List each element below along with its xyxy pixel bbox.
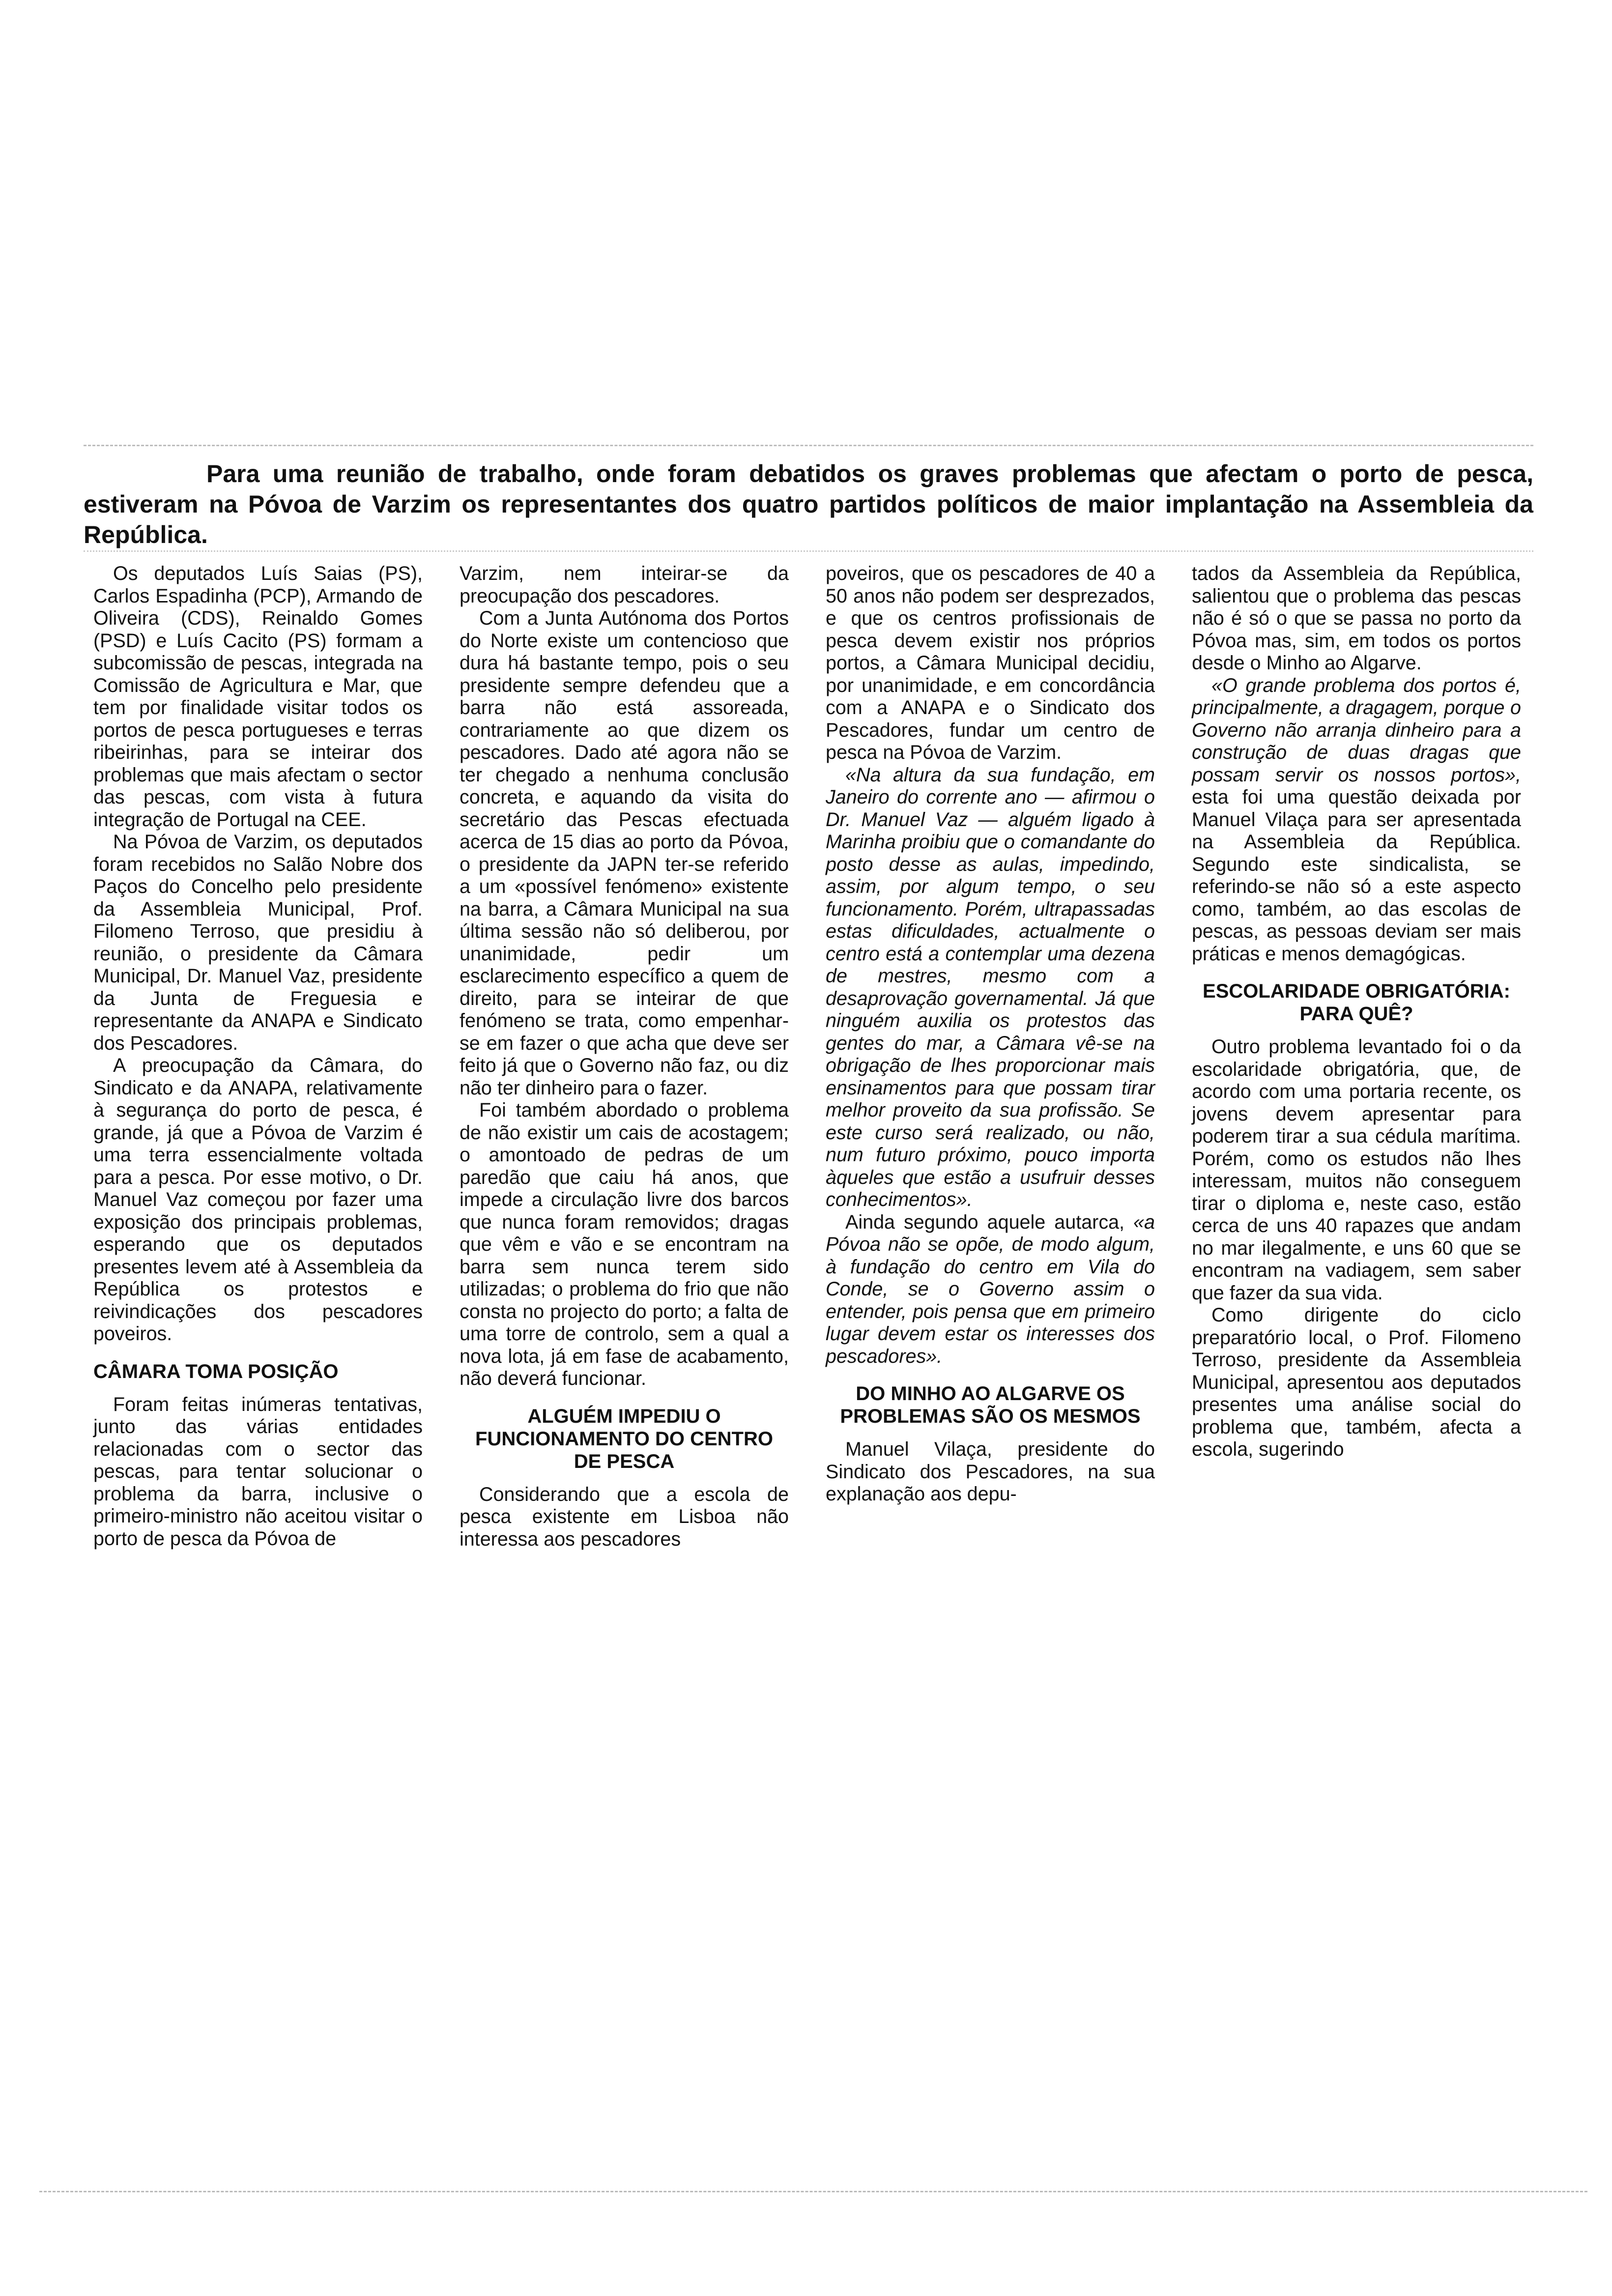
paragraph: A preocupação da Câmara, do Sindicato e da ANAPA, relativamente à segurança do porto de pesca, é grande, já que a Póvoa de Varzim é uma terra essencialmente voltada para a pesca. Por esse motivo, o Dr. Manuel Vaz começou por fazer uma exposição dos principais problemas, esperando que os deputados presentes levem até à Assembleia da República os protestos e reivindicações dos pescadores poveiros. — [93, 1055, 423, 1345]
column-3 — [826, 563, 1155, 1505]
paragraph — [1192, 675, 1521, 966]
paragraph: Foram feitas inúmeras tentativas, junto das várias entidades relacionadas com o sector das pescas, para tentar solucionar o problema da barra, inclusive o primeiro-ministro não aceitou visitar o porto de pesca da Póvoa de — [93, 1393, 423, 1550]
paragraph: Manuel Vilaça, presidente do Sindicato dos Pescadores, na sua explanação aos depu- — [826, 1438, 1155, 1505]
paragraph: Outro problema levantado foi o da escolaridade obrigatória, que, de acordo com uma portaria recente, os jovens devem apresentar para poderem tirar a sua cédula marítima. Porém, como os estudos não lhes interessam, muitos não conseguem tirar o diploma e, neste caso, estão cerca de uns 40 rapazes que andam no mar ilegalmente, e uns 60 que se encontram na vadiagem, sem saber que fazer da sua vida. — [1192, 1036, 1521, 1304]
text: esta foi uma questão deixada por Manuel Vilaça para ser apresentada na Assembleia da República. Segundo este sindicalista, se referindo-se não só a este aspecto como, também, ao das escolas de pescas, as pessoas deviam ser mais práticas e menos demagógicas. — [1192, 786, 1521, 965]
text: Ainda segundo aquele autarca, — [845, 1211, 1125, 1233]
subheading-camara: CÂMARA TOMA POSIÇÃO — [93, 1360, 339, 1382]
paragraph: Varzim, nem inteirar-se da preocupação dos pescadores. — [460, 563, 789, 607]
quote: «a Póvoa não se opõe, de modo algum, à fundação do centro em Vila do Conde, se o Governo assim o entender, pois pensa que em primeiro lugar devem estar os interesses dos pescadores». — [826, 1211, 1155, 1367]
paragraph: tados da Assembleia da República, salientou que o problema das pescas não é só o que se passa no porto da Póvoa mas, sim, em todos os portos desde o Minho ao Algarve. — [1192, 563, 1521, 674]
column-1 — [93, 563, 423, 1550]
article-lead: Para uma reunião de trabalho, onde foram debatidos os graves problemas que afectam o porto de pesca, estiveram na Póvoa de Varzim os representantes dos quatro partidos políticos de maior implantação na Assembleia da República. — [84, 460, 1533, 548]
scan-noise-top — [84, 445, 1533, 454]
paragraph: Os deputados Luís Saias (PS), Carlos Espadinha (PCP), Armando de Oliveira (CDS), Reinaldo Gomes (PSD) e Luís Cacito (PS) formam a subcomissão de pescas, integrada na Comissão de Agricultura e Mar, que tem por finalidade visitar todos os portos de pesca portugueses e terras ribeirinhas, para se inteirar dos problemas que mais afectam o sector das pescas, com vista à futura integração de Portugal na CEE. — [93, 563, 423, 831]
paragraph: Com a Junta Autónoma dos Portos do Norte existe um contencioso que dura há bastante tempo, pois o seu presidente sempre defendeu que a barra não está assoreada, contrariamente ao que dizem os pescadores. Dado até agora não se ter chegado a nenhuma conclusão concreta, e aquando da visita do secretário das Pescas efectuada acerca de 15 dias ao porto da Póvoa, o presidente da JAPN ter-se referido a um «possível fenómeno» existente na barra, a Câmara Municipal na sua última sessão não só deliberou, por unanimidade, pedir um esclarecimento específico a quem de direito, para se inteirar de que fenómeno se trata, como empenhar-se em fazer o que acha que deve ser feito já que o Governo não faz, ou diz não ter dinheiro para o fazer. — [460, 607, 789, 1099]
quote: alguém ligado à Marinha proibiu que o comandante do posto desse as aulas, impedindo, assim, por algum tempo, o seu funcionamento. Porém, ultrapassadas estas dificuldades, actualmente o centro está a contemplar uma dezena de mestres, mesmo com a desaprovação governamental. Já que ninguém auxilia os protestos das gentes do mar, a Câmara vê-se na obrigação de lhes proporcionar mais ensinamentos para que possam tirar melhor proveito da sua profissão. Se este curso será realizado, ou não, num futuro próximo, pouco importa àqueles que estão a usufruir desses conhecimentos». — [826, 808, 1155, 1210]
paragraph: Considerando que a escola de pesca existente em Lisboa não interessa aos pescadores — [460, 1483, 789, 1550]
subheading-centro-pesca: ALGUÉM IMPEDIU O FUNCIONAMENTO DO CENTRO DE PESCA — [475, 1405, 773, 1472]
paragraph: Foi também abordado o problema de não existir um cais de acostagem; o amontoado de pedras de um paredão que caiu há anos, que impede a circulação livre dos barcos que nunca foram removidos; dragas que vêm e vão e se encontram na barra sem nunca terem sido utilizadas; o problema do frio que não consta no projecto do porto; a falta de uma torre de controlo, sem a qual a nova lota, já em fase de acabamento, não deverá funcionar. — [460, 1099, 789, 1389]
subheading-minho-algarve: DO MINHO AO ALGARVE OS PROBLEMAS SÃO OS MESMOS — [840, 1383, 1141, 1427]
column-2 — [460, 563, 789, 1550]
scan-noise-bleed — [84, 550, 1533, 559]
quote: «O grande problema dos portos é, principalmente, a dragagem, porque o Governo não arranja dinheiro para a construção de duas dragas que possam servir os nossos portos», — [1192, 674, 1521, 786]
newspaper-clipping — [84, 445, 1533, 1550]
column-4 — [1192, 563, 1521, 1477]
paragraph: Como dirigente do ciclo preparatório local, o Prof. Filomeno Terroso, presidente da Assembleia Municipal, apresentou aos deputados presentes uma análise social do problema que, também, afecta a escola, sugerindo — [1192, 1304, 1521, 1460]
quote: «Na altura da sua fundação, em Janeiro do corrente ano — afirmou o Dr. Manuel Vaz — — [826, 764, 1155, 831]
paragraph: poveiros, que os pescadores de 40 a 50 anos não podem ser desprezados, e que os centros profissionais de pesca devem existir nos próprios portos, a Câmara Municipal decidiu, por unanimidade, e em concordância com a ANAPA e o Sindicato dos Pescadores, fundar um centro de pesca na Póvoa de Varzim. — [826, 563, 1155, 763]
subheading-escolaridade: ESCOLARIDADE OBRIGATÓRIA: PARA QUÊ? — [1203, 980, 1510, 1025]
scan-noise-bottom — [39, 2191, 1587, 2197]
paragraph — [826, 764, 1155, 1211]
paragraph — [826, 1211, 1155, 1368]
paragraph: Na Póvoa de Varzim, os deputados foram recebidos no Salão Nobre dos Paços do Concelho pelo presidente da Assembleia Municipal, Prof. Filomeno Terroso, que presidiu à reunião, o presidente da Câmara Municipal, Dr. Manuel Vaz, presidente da Junta de Freguesia e representante da ANAPA e Sindicato dos Pescadores. — [93, 831, 423, 1054]
